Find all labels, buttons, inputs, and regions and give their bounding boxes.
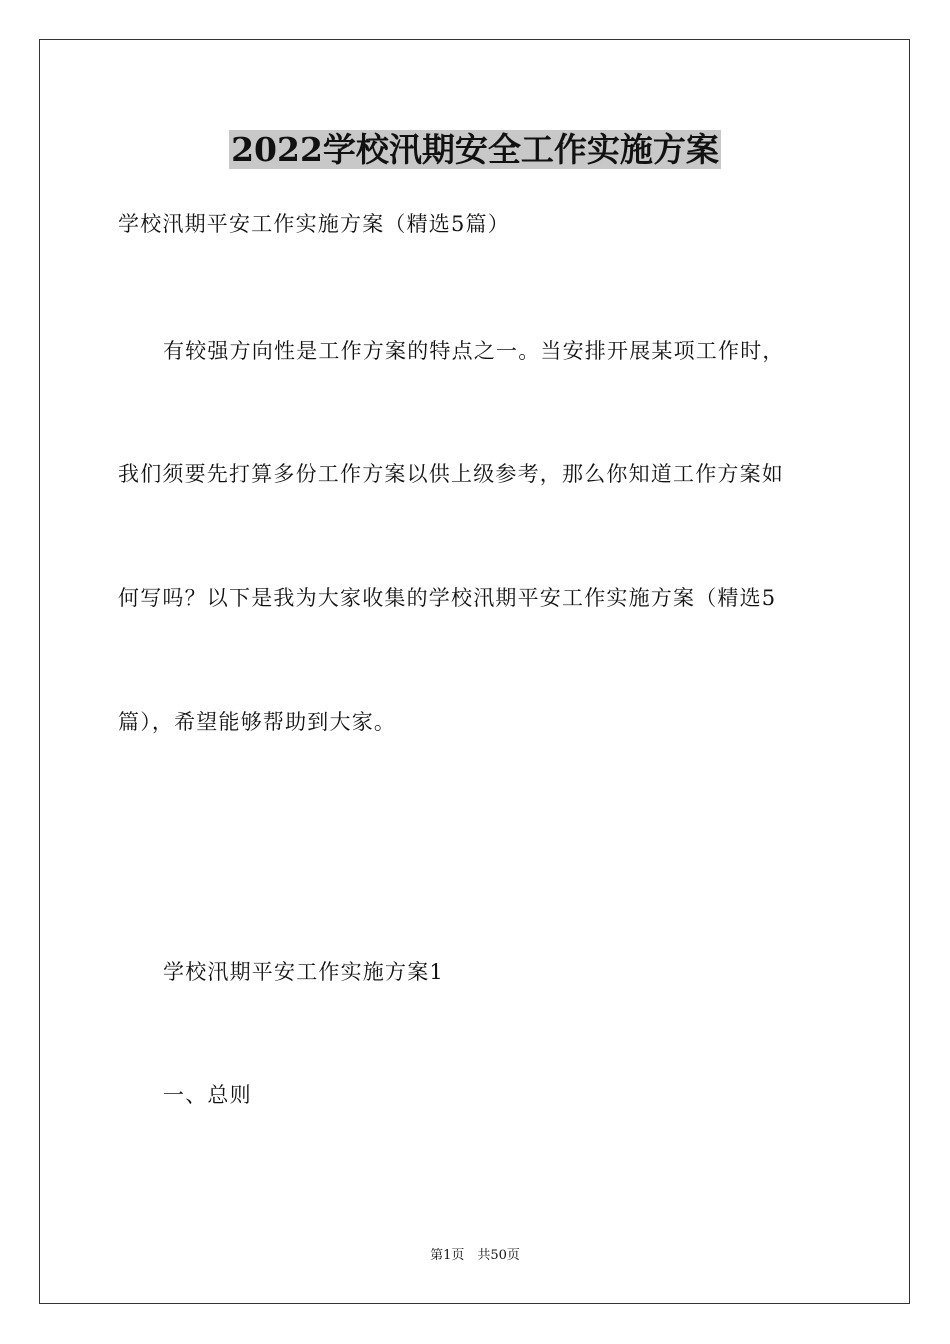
document-subtitle: 学校汛期平安工作实施方案（精选5篇） <box>118 212 510 236</box>
intro-line-4: 篇），希望能够帮助到大家。 <box>118 710 397 734</box>
page-number: 第1页 共50页 <box>430 1248 520 1263</box>
intro-line-1: 有较强方向性是工作方案的特点之一。当安排开展某项工作时， <box>163 339 785 363</box>
document-title-text: 2022学校汛期安全工作实施方案 <box>231 130 719 169</box>
section-heading: 一、总则 <box>163 1083 252 1107</box>
intro-line-2: 我们须要先打算多份工作方案以供上级参考，那么你知道工作方案如 <box>118 462 784 486</box>
document-title <box>0 128 950 172</box>
section-title: 学校汛期平安工作实施方案1 <box>163 960 444 984</box>
intro-line-3: 何写吗？以下是我为大家收集的学校汛期平安工作实施方案（精选5 <box>118 586 777 610</box>
